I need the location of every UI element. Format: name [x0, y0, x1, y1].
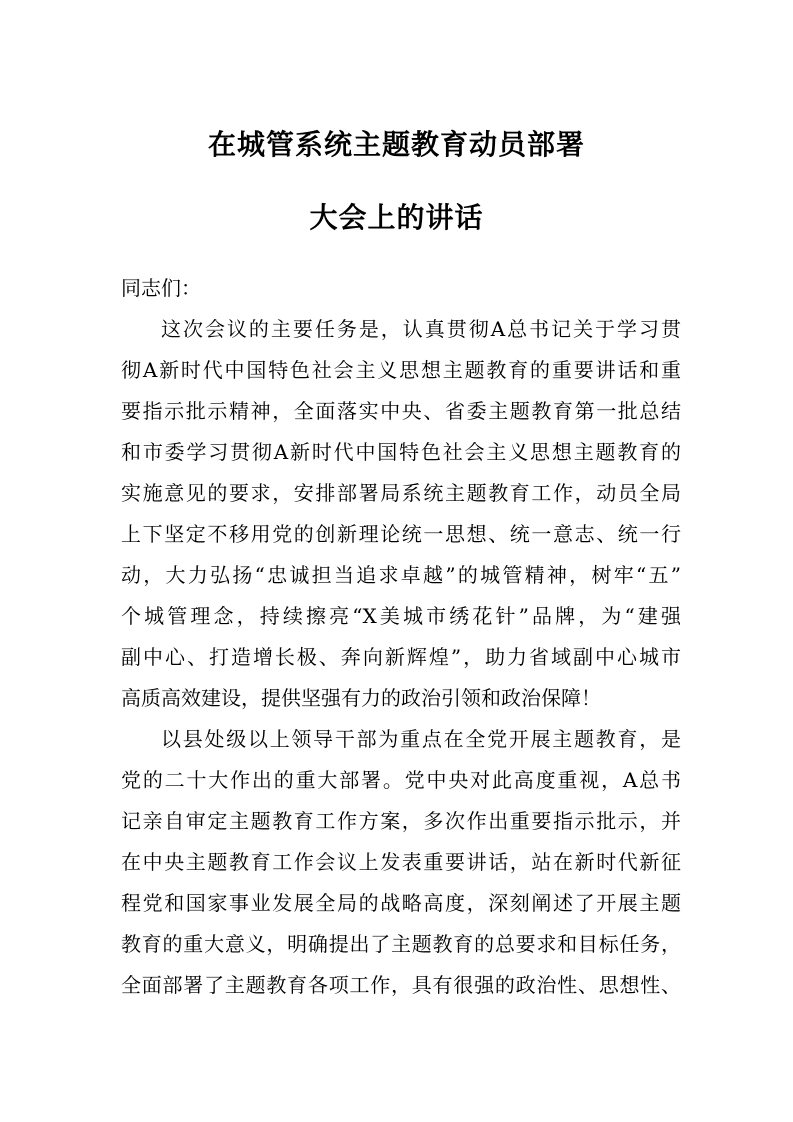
- body-line: 程党和国家事业发展全局的战略高度，深刻阐述了开展主题: [121, 891, 681, 915]
- body-line: 高质高效建设，提供坚强有力的政治引领和政治保障！: [121, 686, 601, 710]
- body-line: 党的二十大作出的重大部署。党中央对此高度重视，A总书: [121, 768, 681, 792]
- body-line: 动，大力弘扬“忠诚担当追求卓越”的城管精神，树牢“五”: [121, 563, 681, 587]
- salutation: 同志们：: [121, 276, 201, 300]
- body-line: 以县处级以上领导干部为重点在全党开展主题教育，是: [161, 727, 681, 751]
- body-line: 这次会议的主要任务是，认真贯彻A总书记关于学习贯: [161, 317, 681, 341]
- body-line: 教育的重大意义，明确提出了主题教育的总要求和目标任务，: [121, 932, 681, 956]
- body-line: 实施意见的要求，安排部署局系统主题教育工作，动员全局: [121, 481, 681, 505]
- body-line: 和市委学习贯彻A新时代中国特色社会主义思想主题教育的: [121, 440, 681, 464]
- document-title-line-2: 大会上的讲话: [309, 201, 484, 234]
- body-line: 彻A新时代中国特色社会主义思想主题教育的重要讲话和重: [121, 358, 681, 382]
- body-line: 记亲自审定主题教育工作方案，多次作出重要指示批示，并: [121, 809, 681, 833]
- body-line: 在中央主题教育工作会议上发表重要讲话，站在新时代新征: [121, 850, 681, 874]
- body-line: 个城管理念，持续擦亮“X美城市绣花针”品牌，为“建强: [121, 604, 681, 628]
- body-line: 上下坚定不移用党的创新理论统一思想、统一意志、统一行: [121, 522, 681, 546]
- document-title-line-1: 在城管系统主题教育动员部署: [207, 128, 585, 161]
- body-line: 副中心、打造增长极、奔向新辉煌”，助力省域副中心城市: [121, 645, 681, 669]
- body-line: 全面部署了主题教育各项工作，具有很强的政治性、思想性、: [121, 973, 681, 997]
- body-line: 要指示批示精神，全面落实中央、省委主题教育第一批总结: [121, 399, 681, 423]
